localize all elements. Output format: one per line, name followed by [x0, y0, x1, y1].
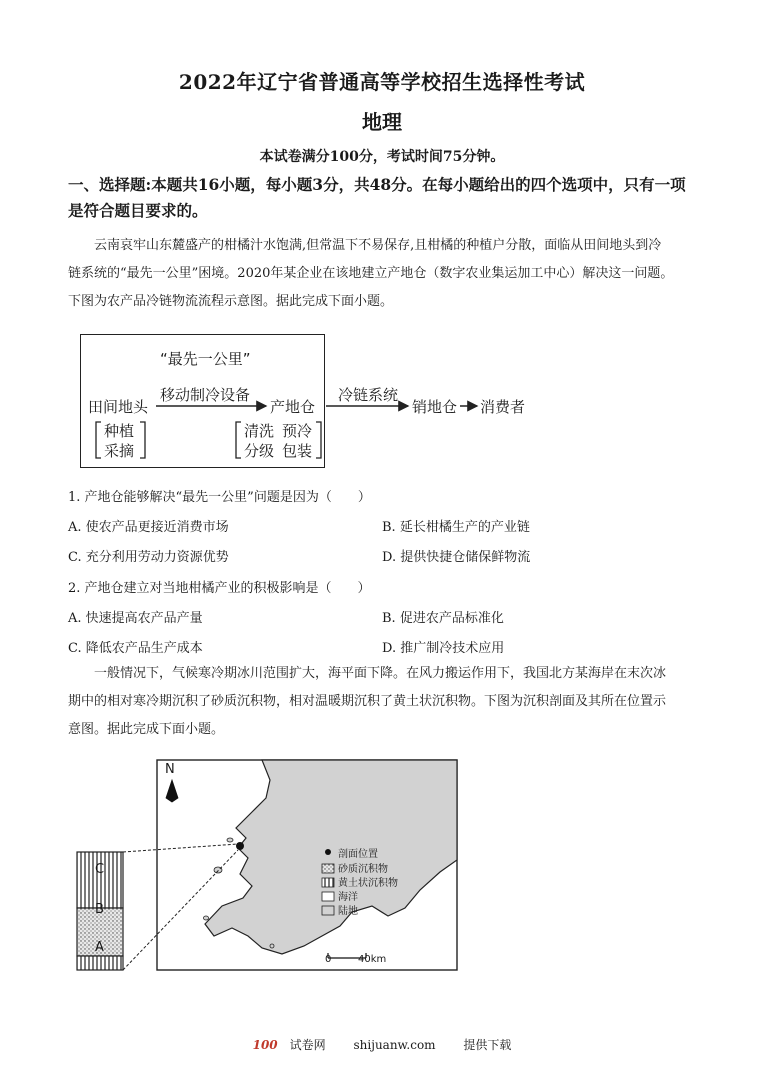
q2-option-d[interactable]: D. 推广制冷技术应用	[382, 641, 505, 656]
legend-sand-label: 砂质沉积物	[338, 864, 388, 875]
footer-download-text: 提供下载	[463, 1038, 512, 1052]
q1-option-b[interactable]: B. 延长柑橘生产的产业链	[382, 520, 530, 535]
layer-a-rect	[77, 956, 123, 970]
q2-option-c[interactable]: C. 降低农产品生产成本	[68, 641, 203, 656]
flow-field-sub2: 采摘	[104, 442, 135, 460]
legend-ocean-label: 海洋	[338, 892, 358, 903]
island	[270, 944, 274, 948]
layer-a-label: A	[95, 940, 104, 955]
flow-wh-sub3: 分级	[244, 442, 275, 460]
passage-1-line1: 云南哀牢山东麓盛产的柑橘汁水饱满,但常温下不易保存,且柑橘的种植户分散，面临从田间地头到冷	[94, 238, 662, 253]
flow-arrow1-label: 移动制冷设备	[160, 386, 251, 404]
passage-2	[68, 660, 708, 744]
passage-2-line3: 意图。据此完成下面小题。	[68, 722, 225, 737]
passage-2-line2: 期中的相对寒冷期沉积了砂质沉积物，相对温暖期沉积了黄土状沉积物。下图为沉积剖面及其所在位置示	[68, 694, 667, 709]
exam-title: 2022年辽宁省普通高等学校招生选择性考试	[178, 70, 586, 94]
legend-land-label: 陆地	[338, 906, 358, 917]
flow-sales-warehouse: 销地仓	[412, 398, 458, 416]
flow-wh-sub4: 包装	[282, 442, 313, 460]
q1-option-d[interactable]: D. 提供快捷仓储保鲜物流	[382, 550, 531, 565]
section-heading-line1: 一、选择题:本题共16小题，每小题3分，共48分。在每小题给出的四个选项中，只有一项	[68, 175, 686, 194]
site-url[interactable]: shijuanw.com	[353, 1038, 436, 1052]
flow-field-sub1: 种植	[104, 422, 135, 440]
passage-2-line1: 一般情况下，气候寒冷期冰川范围扩大，海平面下降。在风力搬运作用下，我国北方某海岸在末次冰	[94, 666, 667, 681]
legend-land-swatch	[322, 906, 334, 915]
layer-c-rect	[77, 852, 123, 908]
flow-wh-sub1: 清洗	[244, 422, 275, 440]
legend-loess-swatch	[322, 878, 334, 887]
island	[227, 838, 233, 842]
profile-position-dot	[236, 842, 244, 850]
site-name: 试卷网	[289, 1038, 326, 1052]
q2-option-a[interactable]: A. 快速提高农产品产量	[68, 611, 203, 626]
exam-note: 本试卷满分100分，考试时间75分钟。	[259, 149, 505, 165]
flow-field: 田间地头	[88, 398, 149, 416]
q2-stem: 2. 产地仓建立对当地柑橘产业的积极影响是（ ）	[68, 581, 371, 596]
legend-sand-swatch	[322, 864, 334, 873]
passage-1-line3: 下图为农产品冷链物流流程示意图。据此完成下面小题。	[68, 294, 394, 309]
north-label: N	[165, 762, 175, 777]
scale-km-label: 40km	[358, 954, 387, 965]
subject-title: 地理	[362, 110, 402, 134]
page-footer	[0, 1036, 764, 1053]
scale-zero-label: 0	[325, 954, 332, 965]
legend-profile-dot	[325, 849, 331, 855]
flow-wh-sub2: 预冷	[282, 422, 313, 440]
site-logo: 100	[252, 1038, 278, 1052]
wh-bracket-left	[236, 422, 241, 458]
section-heading-line2: 是符合题目要求的。	[68, 201, 208, 220]
q1-stem: 1. 产地仓能够解决“最先一公里”问题是因为（ ）	[68, 490, 371, 505]
layer-c-label: C	[95, 862, 105, 877]
legend-ocean-swatch	[322, 892, 334, 901]
layer-b-label: B	[95, 902, 104, 917]
legend-profile-label: 剖面位置	[338, 849, 378, 860]
q1-option-a[interactable]: A. 使农产品更接近消费市场	[68, 520, 229, 535]
field-bracket-left	[96, 422, 101, 458]
q2-option-b[interactable]: B. 促进农产品标准化	[382, 611, 504, 626]
flow-origin-warehouse: 产地仓	[270, 398, 316, 416]
q1-option-c[interactable]: C. 充分利用劳动力资源优势	[68, 550, 229, 565]
flowchart-graphics	[0, 0, 764, 480]
field-bracket-right	[140, 422, 145, 458]
legend-loess-label: 黄土状沉积物	[338, 878, 398, 889]
island	[204, 916, 209, 920]
flow-consumer: 消费者	[480, 398, 526, 416]
first-mile-label: “最先一公里”	[160, 350, 251, 368]
wh-bracket-right	[316, 422, 321, 458]
passage-1-line2: 链系统的“最先一公里”困境。2020年某企业在该地建立产地仓（数字农业集运加工中心）解决这一问题。	[68, 266, 674, 281]
flow-arrow2-label: 冷链系统	[338, 386, 399, 404]
